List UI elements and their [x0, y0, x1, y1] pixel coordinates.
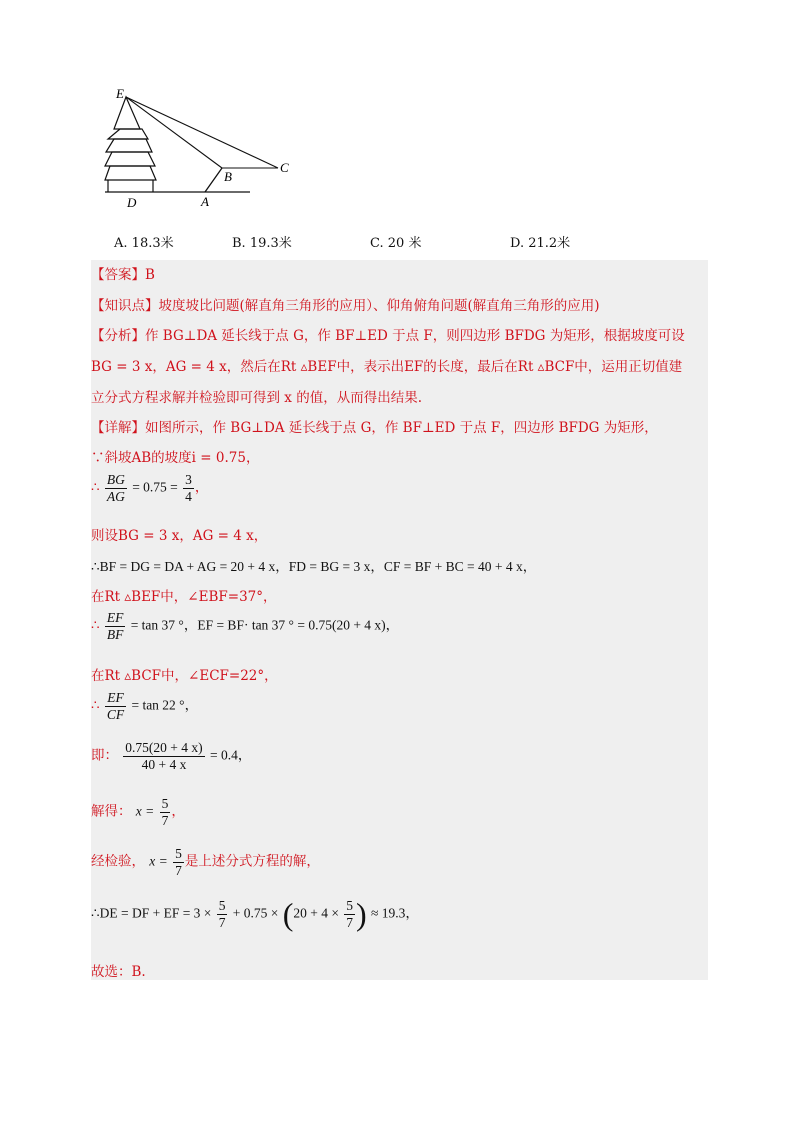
- rt-bef-line: [91, 585, 277, 605]
- option-a: A. 18.3米: [114, 236, 174, 251]
- analysis-line-3: [91, 386, 422, 406]
- detail-line-1: [91, 416, 658, 436]
- analysis-text-1: 作 BG⊥DA 延长线于点 G，作 BF⊥ED 于点 F，则四边形 BFDG 为矩形，根据坡度可设: [145, 328, 685, 344]
- label-a: A: [201, 194, 209, 209]
- conclusion-line: [91, 960, 146, 980]
- analysis-tag: 【分析】: [91, 328, 145, 344]
- geometry-figure: [100, 82, 300, 212]
- fraction-3-4: $\frac{3}{4}$: [185, 472, 192, 504]
- de-line: ∴DE = DF + EF = 3 × $\frac{5}{7}$ + 0.75 × (20 + 4 × $\frac{5}{7}$ ) ≈ 19.3，: [91, 896, 419, 933]
- ratio-line: ∴ $\frac{BG}{AG}$ = 0.75 = $\frac{3}{4}$ ，: [91, 472, 209, 504]
- fraction-ef-bf: $\frac{EF}{BF}$: [106, 610, 124, 642]
- let-line: [91, 524, 267, 544]
- answer-options: [0, 232, 800, 254]
- label-b: B: [224, 169, 232, 184]
- analysis-text-3: 立分式方程求解并检验即可得到 x 的值，从而得出结果.: [91, 390, 422, 406]
- answer-value: B: [145, 267, 155, 283]
- check-line: 经检验， x = $\frac{5}{7}$ 是上述分式方程的解，: [91, 846, 320, 878]
- option-b: B. 19.3米: [232, 236, 292, 251]
- rt-bef-text: 在Rt ▵BEF中，∠EBF=37°，: [91, 589, 277, 605]
- analysis-text-2: BG = 3 x，AG = 4 x，然后在Rt ▵BEF中，表示出EF的长度，最后在Rt ▵BCF中，运用正切值建: [91, 359, 683, 375]
- fraction-5-7-a: $\frac{5}{7}$: [161, 796, 169, 828]
- detail-tag: 【详解】: [91, 420, 145, 436]
- knowledge-text: 坡度坡比问题(解直角三角形的应用）、仰角俯角问题(解直角三角形的应用): [158, 298, 600, 314]
- ratio-middle: = 0.75 =: [132, 479, 178, 495]
- check-tail: 是上述分式方程的解，: [184, 853, 320, 870]
- label-e: E: [116, 86, 124, 101]
- knowledge-tag: 【知识点】: [91, 298, 159, 314]
- rt-bcf-line: [91, 664, 278, 684]
- de-inner: 20 + 4 ×: [293, 905, 339, 921]
- check-label: 经检验，: [91, 853, 145, 870]
- tan37-text: = tan 37 °，EF = BF· tan 37 ° = 0.75(20 + 4 x)，: [130, 617, 400, 633]
- detail-text-1: 如图所示，作 BG⊥DA 延长线于点 G，作 BF⊥ED 于点 F，四边形 BFDG 为矩形，: [145, 420, 658, 436]
- therefore-symbol: ∴: [91, 479, 100, 496]
- answer-tag: 【答案】: [91, 267, 145, 283]
- fraction-ef-cf: $\frac{EF}{CF}$: [106, 690, 125, 722]
- slope-line: [91, 446, 259, 466]
- slope-text: ∵斜坡AB的坡度i = 0.75，: [91, 450, 260, 466]
- fraction-5-7-c: $\frac{5}{7}$: [218, 898, 226, 930]
- analysis-line-1: [91, 324, 685, 344]
- x-equals: x =: [135, 803, 155, 819]
- fraction-bg-ag: $\frac{BG}{AG}$: [106, 472, 125, 504]
- label-c: C: [280, 160, 289, 175]
- fraction-equation: $\frac{0.75(20 + 4 x)}{40 + 4 x}$: [125, 740, 203, 772]
- de-left: ∴DE = DF + EF = 3 ×: [91, 905, 212, 921]
- equation-line: [91, 740, 251, 772]
- rt-bcf-text: 在Rt ▵BCF中，∠ECF=22°，: [91, 668, 278, 684]
- ji-label: 即：: [91, 747, 118, 764]
- label-d: D: [127, 195, 137, 210]
- let-text: 则设BG = 3 x，AG = 4 x，: [91, 528, 268, 544]
- bf-line: [91, 555, 536, 575]
- answer-line: [91, 263, 155, 283]
- tan22-text: = tan 22 °，: [131, 697, 199, 713]
- fraction-5-7-b: $\frac{5}{7}$: [175, 846, 182, 878]
- pagoda-shape: [105, 97, 156, 192]
- analysis-line-2: [91, 355, 682, 375]
- tan37-line: ∴ $\frac{EF}{BF}$ = tan 37 °，EF = BF· tan 37 ° = 0.75(20 + 4 x)，: [91, 610, 400, 642]
- de-mid: + 0.75 ×: [232, 905, 279, 921]
- fraction-5-7-d: $\frac{5}{7}$: [346, 898, 353, 930]
- de-result: ≈ 19.3，: [370, 905, 419, 921]
- solve-line: 解得： x = $\frac{5}{7}$ ，: [91, 796, 185, 828]
- bf-text: ∴BF = DG = DA + AG = 20 + 4 x，FD = BG = 3 x，CF = BF + BC = 40 + 4 x，: [91, 559, 537, 574]
- option-c: C. 20 米: [370, 236, 422, 251]
- solution-panel: [91, 260, 708, 980]
- equation-result: = 0.4，: [209, 747, 252, 763]
- solve-label: 解得：: [91, 803, 132, 820]
- conclusion-text: 故选：B.: [91, 964, 146, 980]
- tan22-line: ∴ $\frac{EF}{CF}$ = tan 22 °，: [91, 690, 199, 722]
- option-d: D. 21.2米: [510, 236, 571, 251]
- knowledge-line: [91, 294, 600, 314]
- pagoda-slope-diagram: [100, 82, 300, 212]
